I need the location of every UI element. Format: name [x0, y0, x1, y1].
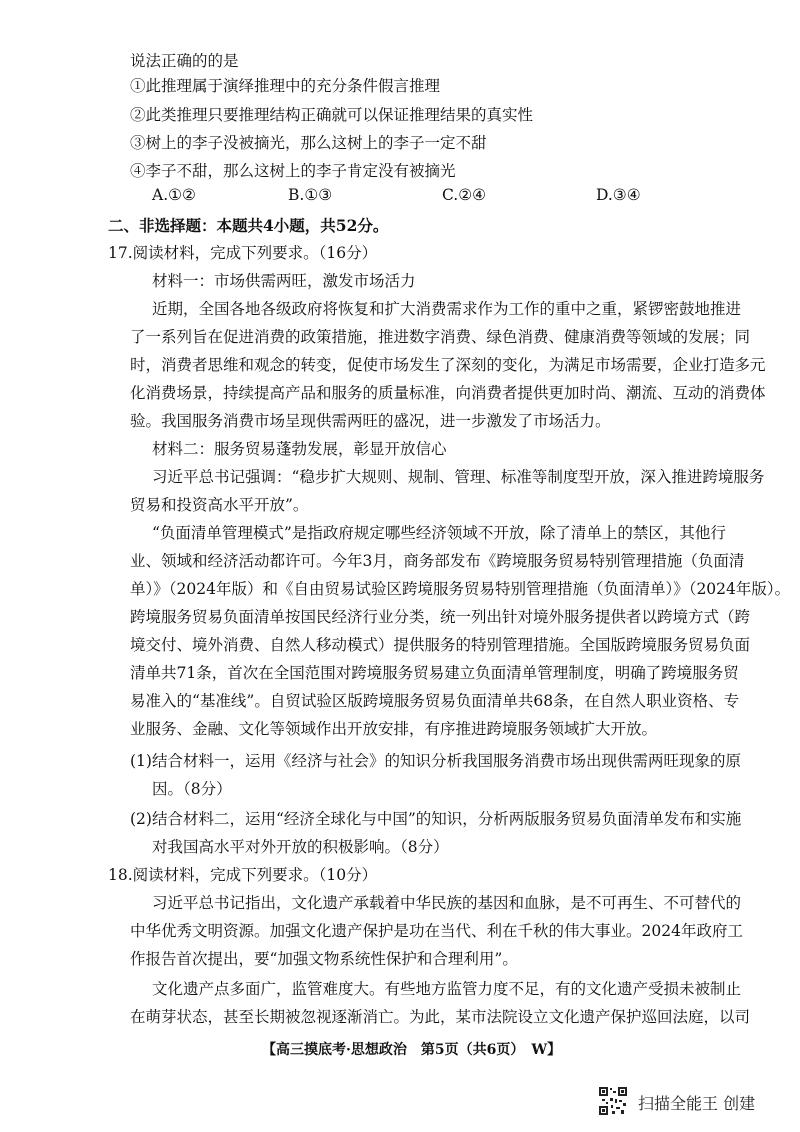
scanner-watermark	[598, 1086, 788, 1118]
q16-option-d: D.③④	[596, 186, 641, 204]
material1-title: 材料一：市场供需两旺，激发市场活力	[152, 272, 416, 290]
material1-text: 化消费场景，持续提高产品和服务的质量标准，向消费者提供更加时尚、潮流、互动的消费体	[130, 384, 766, 402]
material2-text: 贸易和投资高水平开放”。	[130, 496, 309, 514]
q18-text: 中华优秀文明资源。加强文化遗产保护是功在当代、利在千秋的伟大事业。2024年政府工	[130, 922, 743, 940]
material1-text: 时，消费者思维和观念的转变，促使市场发生了深刻的变化，为满足市场需要，企业打造多元	[130, 356, 766, 374]
q16-stem-tail: 说法正确的的是	[130, 52, 239, 70]
watermark-text: 扫描全能王 创建	[638, 1094, 756, 1113]
q16-statement: ②此类推理只要推理结构正确就可以保证推理结果的真实性	[130, 106, 534, 124]
material1-text: 近期，全国各地各级政府将恢复和扩大消费需求作为工作的重中之重，紧锣密鼓地推进	[152, 300, 742, 318]
material2-text: 跨境服务贸易负面清单按国民经济行业分类，统一列出针对境外服务提供者以跨境方式（跨	[130, 608, 751, 626]
q18-text: 作报告首次提出，要“加强文物系统性保护和合理利用”。	[130, 950, 518, 968]
q17-subquestion-1: (1)结合材料一，运用《经济与社会》的知识分析我国服务消费市场出现供需两旺现象的原	[130, 752, 741, 770]
material2-text: 业服务、金融、文化等领域作出开放安排，有序推进跨境服务领域扩大开放。	[130, 720, 658, 738]
q17-heading: 17.阅读材料，完成下列要求。（16分）	[108, 244, 378, 262]
q16-statement: ③树上的李子没被摘光，那么这树上的李子一定不甜	[130, 134, 487, 152]
q18-text: 在萌芽状态，甚至长期被忽视逐渐消亡。为此，某市法院设立文化遗产保护巡回法庭，以司	[130, 1008, 751, 1026]
material2-text: 习近平总书记强调：“稳步扩大规则、规制、管理、标准等制度型开放，深入推进跨境服务	[152, 468, 765, 486]
material2-text: 业、领域和经济活动都许可。今年3月，商务部发布《跨境服务贸易特别管理措施（负面清	[130, 552, 745, 570]
material2-text: 单）》（2024年版）和《自由贸易试验区跨境服务贸易特别管理措施（负面清单）》（2024年版）。	[130, 580, 791, 598]
material2-text: 清单共71条，首次在全国范围对跨境服务贸易建立负面清单管理制度，明确了跨境服务贸	[130, 664, 739, 682]
page-footer: 【高三摸底考·思想政治 第5页（共6页） W】	[262, 1042, 562, 1058]
material2-text: 境交付、境外消费、自然人移动模式）提供服务的特别管理措施。全国版跨境服务贸易负面	[130, 636, 751, 654]
q17-subquestion-2: (2)结合材料二，运用“经济全球化与中国”的知识，分析两版服务贸易负面清单发布和实施	[130, 810, 742, 828]
q17-subquestion-2-cont: 对我国高水平对外开放的积极影响。（8分）	[152, 838, 449, 856]
material2-title: 材料二：服务贸易蓬勃发展，彰显开放信心	[152, 440, 447, 458]
material1-text: 了一系列旨在促进消费的政策措施，推进数字消费、绿色消费、健康消费等领域的发展；同	[130, 328, 751, 346]
q16-option-a: A.①②	[152, 186, 196, 204]
q17-subquestion-1-cont: 因。（8分）	[152, 780, 232, 798]
section-heading: 二、非选择题：本题共4小题，共52分。	[108, 216, 389, 235]
q16-option-b: B.①③	[288, 186, 333, 204]
q16-option-c: C.②④	[442, 186, 487, 204]
q18-heading: 18.阅读材料，完成下列要求。（10分）	[108, 866, 378, 884]
q18-text: 习近平总书记指出，文化遗产承载着中华民族的基因和血脉，是不可再生、不可替代的	[152, 894, 742, 912]
material1-text: 验。我国服务消费市场呈现供需两旺的盛况，进一步激发了市场活力。	[130, 412, 611, 430]
qr-code-icon	[598, 1086, 628, 1116]
q18-text: 文化遗产点多面广，监管难度大。有些地方监管力度不足，有的文化遗产受损未被制止	[152, 980, 742, 998]
q16-statement: ④李子不甜，那么这树上的李子肯定没有被摘光	[130, 162, 456, 180]
q16-options	[152, 186, 672, 210]
q16-statement: ①此推理属于演绎推理中的充分条件假言推理	[130, 77, 441, 95]
material2-text: “负面清单管理模式”是指政府规定哪些经济领域不开放，除了清单上的禁区，其他行	[152, 524, 726, 542]
material2-text: 易准入的“基准线”。自贸试验区版跨境服务贸易负面清单共68条，在自然人职业资格、专	[130, 692, 740, 710]
